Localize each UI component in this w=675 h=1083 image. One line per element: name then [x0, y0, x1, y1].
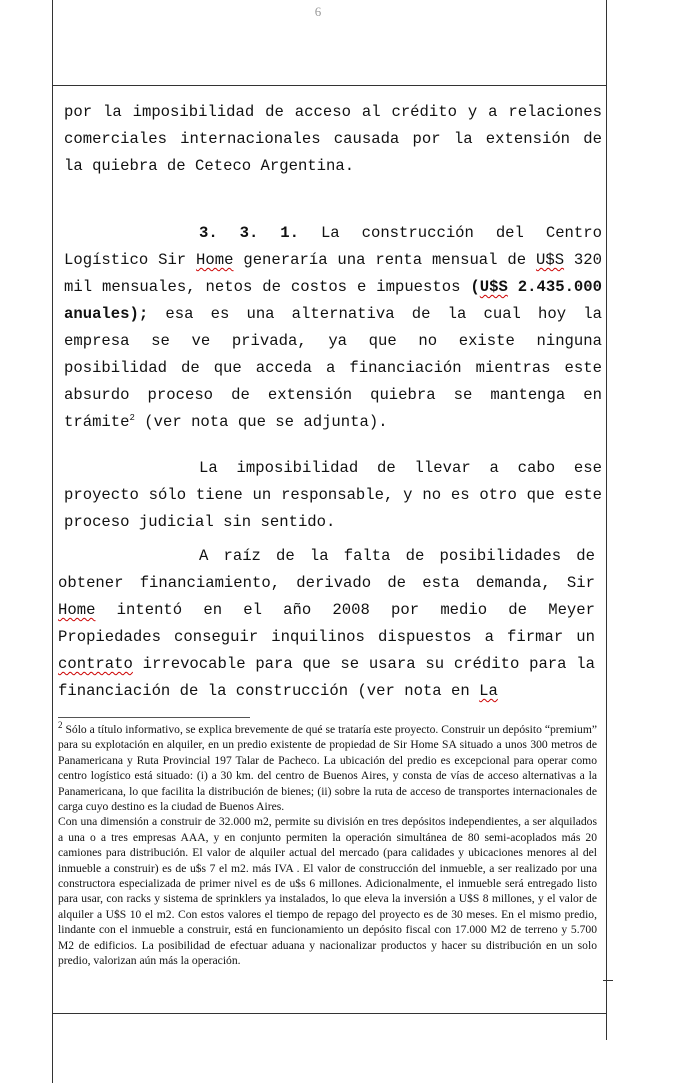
paragraph-financing-attempt: A raíz de la falta de posibilidades de obtener financiamiento, derivado de esta demanda, Sir Home intentó en el año 2008 por medio de Meyer Propiedades conseguir inquilinos dispuestos a firmar un contrato irrevocable para que se usara su crédito para la financiación de la construcción (ver nota en La — [58, 547, 595, 700]
left-margin-line — [52, 0, 53, 1083]
footer-separator-line — [52, 1013, 607, 1014]
page-number: 6 — [314, 4, 322, 19]
margin-tick — [603, 980, 613, 981]
footnote: $^2$ Sólo a título informativo, se explica brevemente de qué se trataría este proyecto. Construir un depósito “premium” para su explotación en alquiler, en un predio existente de propiedad de Sir Home SA situado a unos 300 metros de Panamericana y Ruta Provincial 197 Talar de Pacheco. La ubicación del predio es excepcional para operar como centro logístico está situado: (i) a 30 km. del centro de Buenos Aires, y consta de vías de acceso alternativas a la Panamericana, lo que facilita la distribución de bienes; (ii) sobre la ruta de acceso de transportes internacionales de carga cuyo destino es la ciudad de Buenos Aires. Con una dimensión a construir de 32.000 m2, permite su división en tres depósitos independientes, a ser alquilados a una o a tres empresas AAA, y en conjunto permiten la operación simultánea de 80 semi-acoplados más 20 camiones para distribución. El valor de alquiler actual del mercado (para calidades y ubicaciones menores al del inmueble a construir) es de u$s 7 el m2. más IVA . El valor de construcción del inmueble, a ser realizado por una constructora especializada de primer nivel es de u$s 6 millones. Adicionalmente, el inmueble será entregado listo para usar, con racks y sistema de sprinklers ya instalados, lo que eleva la inversión a U$S 8 millones, y el valor de alquiler a U$S 10 el m2. Con estos valores el tiempo de repago del proyecto es de 30 meses. En el mismo predio, lindante con el inmueble a construir, está en funcionamiento un depósito fiscal con 17.000 M2 de terreno y 5.700 M2 de edificios. La posibilidad de efectuar aduana y nacionalizar productos y hacer su distribución en un solo predio, valorizan aún más la operación. — [58, 720, 597, 968]
footnote-mark: 2 — [58, 720, 63, 731]
paragraph-3-3-1: 3. 3. 1. La construcción del Centro Logístico Sir Home generaría una renta mensual de U$S 320 mil mensuales, netos de costos e impuestos (U$S 2.435.000 anuales); esa es una alternativa de la cual hoy la empresa se ve privada, ya que no existe ninguna posibilidad de que acceda a financiación mientras este absurdo proceso de extensión quiebra se mantenga en trámite$^2$ (ver nota que se adjunta). — [64, 224, 603, 431]
paragraph-credit-access: por la imposibilidad de acceso al crédito y a relaciones comerciales internacionales causada por la extensión de la quiebra de Ceteco Argentina. — [64, 103, 602, 175]
footnote-reference: 2 — [129, 412, 135, 423]
paragraph-sole-responsible: La imposibilidad de llevar a cabo ese proyecto sólo tiene un responsable, y no es otro que este proceso judicial sin sentido. — [64, 459, 602, 531]
section-number: 3. 3. 1. — [199, 224, 300, 242]
right-margin-line — [606, 0, 607, 1040]
footnote-separator — [58, 717, 250, 718]
header-separator-line — [52, 85, 607, 86]
